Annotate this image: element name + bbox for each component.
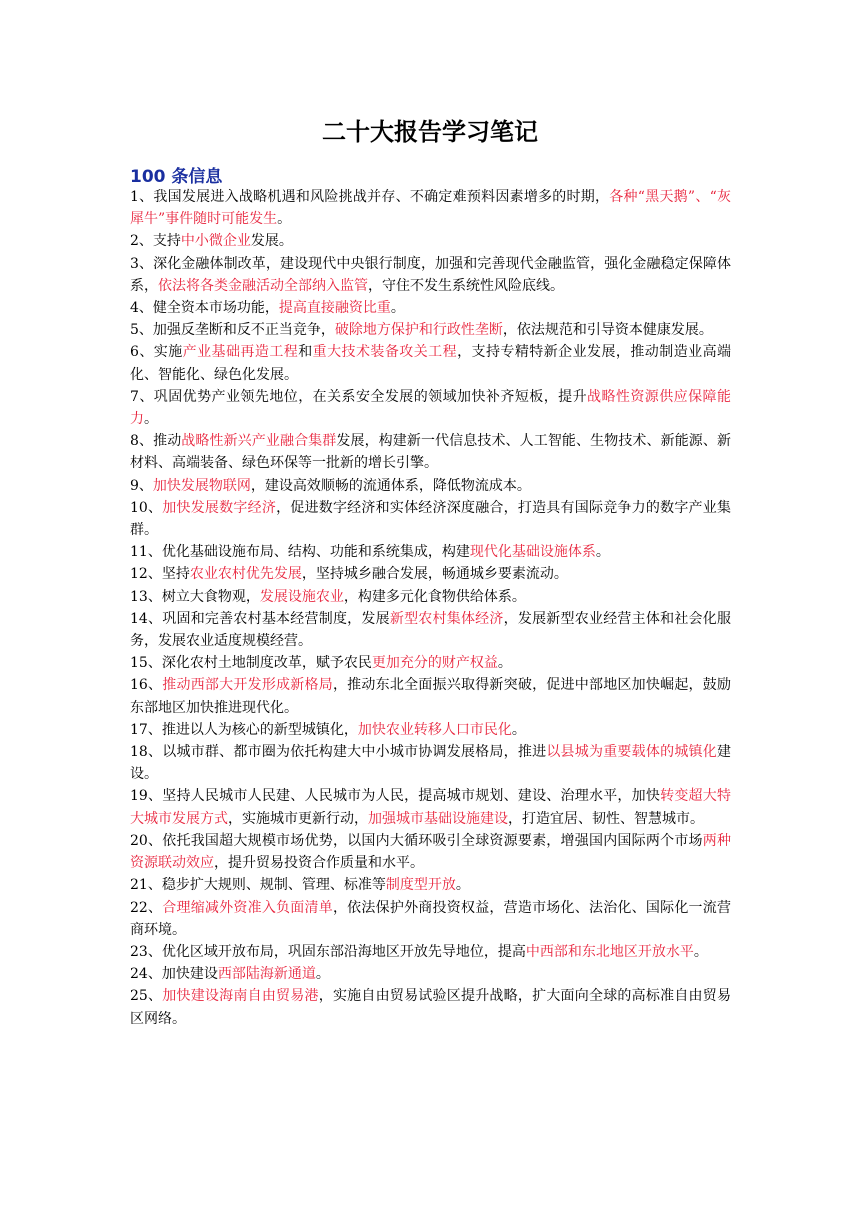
note-text: 。 (497, 655, 512, 672)
note-text: ，推动东北全面振兴取得新突破，促进中部地区加快崛起，鼓励东部地区加快推进现代化。 (130, 677, 731, 716)
note-text: ，实施自由贸易试验区提升战略，扩大面向全球的高标准自由贸易区网络。 (130, 988, 731, 1027)
note-item (130, 674, 731, 718)
section-heading: 100 条信息 (130, 167, 223, 187)
note-text: 9、 (130, 477, 153, 494)
note-item (130, 563, 731, 585)
note-text: ，促进数字经济和实体经济深度融合，打造具有国际竞争力的数字产业集群。 (130, 499, 731, 539)
note-text: 12、坚持 (130, 566, 190, 583)
note-item (130, 341, 731, 385)
note-item (130, 475, 731, 497)
note-text: 11、优化基础设施布局、结构、功能和系统集成，构建 (130, 544, 470, 561)
note-text: 5、加强反垄断和反不正当竞争， (130, 322, 335, 339)
note-text: 20、依托我国超大规模市场优势，以国内大循环吸引全球资源要素，增强国内国际两个市场 (130, 832, 703, 849)
note-text: 建设。 (130, 744, 731, 783)
highlight-text: 加强城市基础设施建设 (368, 810, 508, 827)
note-text: 13、树立大食物观， (130, 588, 260, 605)
note-text: 6、实施 (130, 344, 183, 361)
highlight-text: 两种资源联动效应 (130, 832, 732, 872)
highlight-text: 提高直接融资比重 (278, 300, 391, 317)
note-text: ，建设高效顺畅的流通体系，降低物流成本。 (250, 477, 531, 494)
note-item (130, 541, 731, 563)
note-text: 发展。 (250, 233, 293, 250)
highlight-text: 制度型开放 (385, 877, 456, 894)
highlight-text: 以县城为重要载体的城镇化 (546, 744, 717, 761)
highlight-text: 农业农村优先发展 (189, 566, 302, 583)
note-text: 10、 (130, 499, 163, 516)
note-item (130, 297, 731, 319)
note-item (130, 386, 731, 430)
note-text: 24、加快建设 (130, 966, 218, 983)
highlight-text: 发展设施农业 (259, 588, 344, 605)
note-text: 21、稳步扩大规则、规制、管理、标准等 (130, 877, 386, 894)
note-item (130, 897, 731, 941)
note-item (130, 586, 731, 608)
highlight-text: 战略性新兴产业融合集群 (181, 433, 337, 450)
highlight-text: 加快建设海南自由贸易港 (162, 988, 319, 1005)
note-item (130, 719, 731, 741)
note-item (130, 186, 731, 230)
highlight-text: 现代化基础设施体系 (469, 544, 596, 561)
note-text: 2、支持 (130, 233, 181, 250)
notes-list (130, 186, 731, 1030)
document-title: 二十大报告学习笔记 (322, 118, 538, 146)
note-text: 4、健全资本市场功能， (130, 300, 279, 317)
note-item (130, 830, 731, 874)
highlight-text: 中小微企业 (180, 233, 251, 250)
note-text: ，实施城市更新行动， (228, 810, 368, 827)
note-item (130, 741, 731, 785)
note-text: ，提升贸易投资合作质量和水平。 (214, 855, 424, 872)
note-item (130, 963, 731, 985)
note-text: 16、 (130, 677, 163, 694)
highlight-text: 西部陆海新通道 (217, 966, 316, 983)
highlight-text: 新型农村集体经济 (389, 610, 504, 627)
note-text: 8、推动 (130, 433, 182, 450)
highlight-text: 中西部和东北地区开放水平 (525, 943, 694, 960)
note-text: ，构建多元化食物供给体系。 (343, 588, 526, 605)
note-item (130, 430, 731, 474)
note-text: 14、巩固和完善农村基本经营制度，发展 (130, 610, 390, 627)
highlight-text: 加快发展物联网 (152, 477, 251, 494)
note-text: 15、深化农村土地制度改革，赋予农民 (130, 655, 372, 672)
note-text: 25、 (130, 988, 163, 1005)
note-text: 。 (511, 721, 526, 738)
note-text: 。 (315, 966, 330, 983)
note-text: 1、我国发展进入战略机遇和风险挑战并存、不确定难预料因素增多的时期， (130, 189, 610, 205)
highlight-text: 加快发展数字经济 (162, 499, 277, 516)
note-text: 。 (277, 211, 292, 228)
note-text: 。 (455, 877, 470, 894)
note-text: 22、 (130, 899, 163, 916)
note-text: 和 (298, 344, 313, 361)
note-item (130, 608, 731, 652)
note-text: ，坚持城乡融合发展，畅通城乡要素流动。 (301, 566, 568, 583)
note-text: 19、坚持人民城市人民建、人民城市为人民，提高城市规划、建设、治理水平，加快 (130, 788, 661, 805)
note-text: ，守住不发生系统性风险底线。 (368, 277, 564, 294)
note-item (130, 785, 731, 829)
highlight-text: 各种“黑天鹅”、“灰犀牛”事件随时可能发生 (130, 189, 731, 228)
note-item (130, 253, 731, 297)
note-text: 。 (144, 411, 158, 428)
highlight-text: 推动西部大开发形成新格局 (162, 677, 333, 694)
note-text: ，发展新型农业经营主体和社会化服务，发展农业适度规模经营。 (130, 610, 731, 650)
note-text: 。 (595, 544, 610, 561)
note-text: 18、以城市群、都市圈为依托构建大中小城市协调发展格局，推进 (130, 744, 547, 761)
note-text: 。 (693, 943, 708, 960)
highlight-text: 破除地方保护和行政性垄断 (334, 322, 503, 339)
note-item (130, 941, 731, 963)
highlight-text: 战略性资源供应保障能力 (130, 388, 732, 428)
note-text: 。 (390, 300, 405, 317)
note-item (130, 652, 731, 674)
highlight-text: 更加充分的财产权益 (371, 655, 498, 672)
highlight-text: 加快农业转移人口市民化 (357, 721, 512, 738)
note-text: ，依法规范和引导资本健康发展。 (502, 322, 713, 339)
highlight-text: 重大技术装备攻关工程 (312, 344, 458, 361)
note-item (130, 230, 731, 252)
highlight-text: 产业基础再造工程 (182, 344, 299, 361)
note-text: ，支持专精特新企业发展，推动制造业高端化、智能化、绿色化发展。 (130, 344, 732, 383)
highlight-text: 依法将各类金融活动全部纳入监管 (158, 277, 368, 294)
note-text: 23、优化区域开放布局，巩固东部沿海地区开放先导地位，提高 (130, 943, 526, 960)
highlight-text: 转变超大特大城市发展方式 (130, 788, 732, 827)
note-item (130, 497, 731, 541)
note-text: 3、深化金融体制改革，建设现代中央银行制度，加强和完善现代金融监管，强化金融稳定保障体系， (130, 255, 731, 294)
note-text: ，打造宜居、韧性、智慧城市。 (508, 810, 704, 827)
note-text: 7、巩固优势产业领先地位，在关系安全发展的领域加快补齐短板，提升 (130, 388, 588, 405)
note-text: 17、推进以人为核心的新型城镇化， (130, 721, 358, 738)
note-text: 发展，构建新一代信息技术、人工智能、生物技术、新能源、新材料、高端装备、绿色环保等一批新的增长引擎。 (130, 433, 731, 472)
highlight-text: 合理缩减外资准入负面清单 (162, 899, 333, 916)
note-item (130, 985, 731, 1029)
note-text: ，依法保护外商投资权益，营造市场化、法治化、国际化一流营商环境。 (130, 899, 731, 938)
note-item (130, 874, 731, 896)
note-item (130, 319, 731, 341)
